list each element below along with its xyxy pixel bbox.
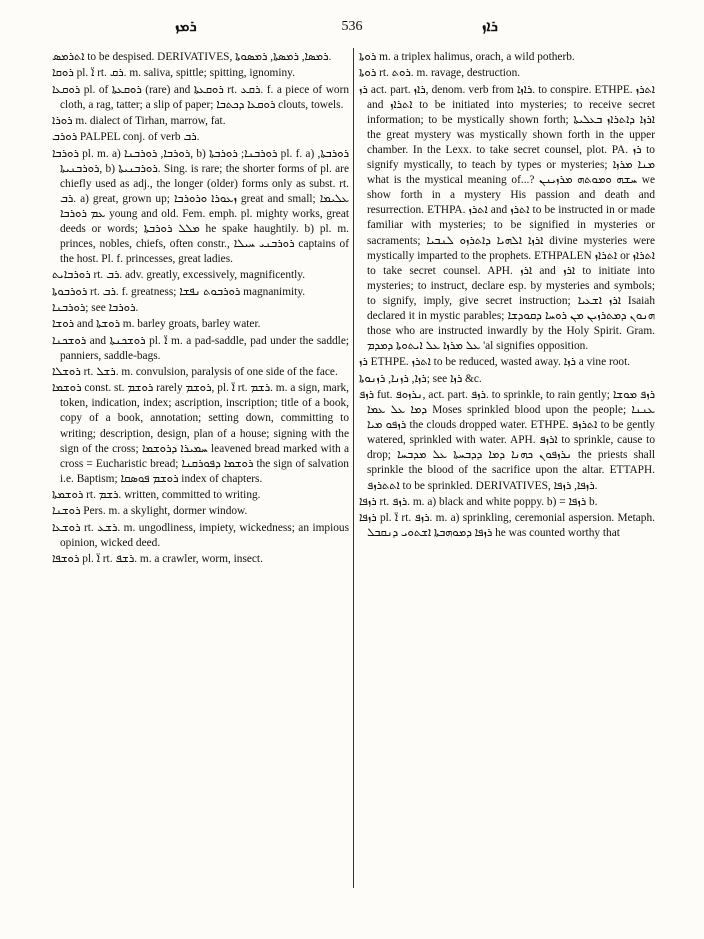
dictionary-entry: ܪܘܪܒܐܝܬ rt. ܪܒ. adv. greatly, excessively, magnificently.: [52, 269, 306, 282]
header-right-catchword: ܪܐܙ: [482, 19, 498, 35]
running-header: [0, 16, 704, 42]
dictionary-entry: ܪܘܪܐ m. dialect of Tirhan, marrow, fat.: [52, 114, 226, 127]
dictionary-entry: ܪܘܩܐ pl. ܐ̈ rt. ܪܩ. m. saliva, spittle; spitting, ignominy.: [52, 67, 295, 80]
header-left-catchword: ܪܡܙ: [175, 19, 197, 35]
dictionary-entry: ܪܘܫܐ and ܪܘܫܬܐ m. barley groats, barley water.: [52, 318, 261, 331]
right-column: [359, 50, 655, 928]
dictionary-entry: ܪܘܫܟܢܐ and ܪܘܫܟܢܬܐ pl. ܐ̈ m. a pad-saddle, pad under the saddle; panniers, saddle-bags.: [52, 334, 349, 362]
dictionary-entry: ܪܘܪܒܢܐ; see ܪܘܪܒܐ.: [52, 302, 139, 314]
dictionary-entry: ܪܘܫܡܐ const. st. ܪܘܫܡ rarely ܪܘܫܡ, pl. ܐ̈ rt. ܪܫܡ. m. a sign, mark, token, indication, index; ascription, inscription; title of a book, copy of a book, annotation; setting down, committing to writing; description, design, plan of a house; signing with the sign of the cross; ܚܡܝܪܐ ܕܪܘܫܡܐ leavened bread marked with a cross = Eucharistic bread; ܪܘܫܡܐ ܕܦܘܪܩܢܐ the sign of salvation i.e. Baptism; ܪܘܫܡ ܦܘܣܩܐ index of chapters.: [52, 382, 349, 485]
dictionary-entry: ܪܘܪܒ PALPEL conj. of verb ܪܒ.: [52, 131, 200, 144]
dictionary-entry: ܪܘܬܐ rt. ܪܘܬ. m. ravage, destruction.: [359, 67, 521, 80]
column-divider: [353, 48, 354, 888]
dictionary-entry: ܪܙܦܐ pl. ܐ̈ rt. ܪܙܦ. m. a) sprinkling, ceremonial aspersion. Metaph. ܪܙܦܐ ܕܡܘܗܒܬܐ ܐܫܬܘܝ ܕܢܩܒܠ he was counted worthy that: [359, 512, 655, 540]
left-column: [52, 50, 349, 928]
dictionary-entry: ܪܘܫܢܐ Pers. m. a skylight, dormer window.: [52, 505, 248, 518]
dictionary-entry: ܪܙ act. part. ܪܐܙ, denom. verb from ܪܐܙܐ. to conspire. ETHPE. ܐܬܪܙ and ܐܬܪܐܙ to be initiated into mysteries; to receive secret information; to be mystically shown forth; ܐܪܙܐ ܕܐܬܪܐܙ ܒܥܠܝܬܐ the great mystery was mystically shown forth in the upper chamber. In the Lexx. to take secret counsel, plot. PA. ܪܙ to signify mystically, to teach by types or mysteries; ܡܢܐ ܡܪܙܐ what is the mystical meaning of...? ܚܫܗ ܘܡܘܬܗ ܡܪܙܝܢܢ we show forth in a mystery His passion and death and resurrection. ETHPA. ܐܬܪܙ and ܐܬܪܙ to be instructed in or made familiar with mysteries; to be signified in mysteries or sacraments; ܐܪܙܐ ܐܠܗܝܐ ܕܐܬܪܙܘ ܠܢܒܝܐ divine mysteries were mystically imparted to the prophets. ETHPALEN ܐܬܪܐܙ or ܐܬܪܐܙ to take secret counsel. APH. ܐܪܙ and ܐܪܙ to initiate into mysteries; to instruct, declare esp. by mysteries and symbols; to signify, imply, give secret instruction; ܐܪܙ ܐܫܥܝܐ Isaiah declared it in mystic parables; ܗܢܘܢ ܕܡܬܪܙܝܢ ܡܢ ܪܘܚܐ ܕܩܘܕܫܐ those who are instructed inwardly by the Holy Spirit. Gram. ܥܠ ܡܪܙܐ ܥܠ ܐܝܬܘܬܐ ܕܡܕܡ 'al signifies opposition.: [359, 83, 655, 353]
dictionary-entry: ܪܙܐ, ܪܙܢܐ, ܪܙܢܘܬܐ; see ܪܙܐ &c.: [359, 372, 482, 385]
dictionary-entry: ܪܙܦܐ rt. ܪܙܦ. m. a) black and white poppy. b) = ܪܙܦܐ b.: [359, 495, 598, 508]
page-number: 536: [341, 19, 363, 34]
dictionary-entry: ܪܘܫܠܐ rt. ܪܫܠ. m. convulsion, paralysis of one side of the face.: [52, 365, 338, 378]
dictionary-entry: ܪܘܫܦܐ pl. ܐ̈ rt. ܪܫܦ. m. a crawler, worm, insect.: [52, 553, 263, 565]
dictionary-entry: ܐܬܪܡܣ to be despised. DERIVATIVES, ܪܡܣܐ, ܪܡܣܬܐ, ܪܡܣܘܬܐ.: [52, 51, 332, 63]
dictionary-entry: ܪܙܦ fut. ܢܪܙܘܦ, act. part. ܪܙܦ. to sprinkle, to rain gently; ܪܙܦ ܡܘܫܐ ܕܡܐ ܥܠ ܥܡܐ Moses sprinkled blood upon the people; ܥܢܢܐ ܪܙܦܘ ܡܝܐ the clouds dropped water. ETHPE. ܐܬܪܙܦ to be gently watered, sprinkled with water. APH. ܐܪܙܦ to sprinkle, cause to drop; ܢܪܙܦܘܢ ܟܗܢܐ ܕܡܐ ܕܕܒܚܬܐ ܥܠ ܡܕܒܚܐ the priests shall sprinkle the blood of the sacrifice upon the altar. ETTAPH. ܐܬܬܪܙܦ to be sprinkled. DERIVATIVES, ܪܙܦܐ, ܪܙܦܐ.: [359, 389, 655, 492]
dictionary-entry: ܪܘܬܐ m. a triplex halimus, orach, a wild potherb.: [359, 51, 575, 63]
dictionary-entry: ܪܘܪܒܘܬܐ rt. ܪܒ. f. greatness; ܪܘܪܒܘܬ ܢܦܫܐ magnanimity.: [52, 285, 306, 298]
dictionary-entry: ܪܘܫܡܬܐ rt. ܪܫܡ. written, committed to writing.: [52, 489, 261, 502]
dictionary-entry: ܪܘܪܒܐ pl. m. a) ܪܘܪܒܐ, ܪܘܪܒܢܐ, b) ܪܘܪܒܢܐ; ܪܘܪܒܬܐ pl. f. a) ܪܘܪܒܬܐ, ܪܘܪܒܢܝܬܐ, b) ܪܘܪܒܢܝܬܐ. Sing. is rare; the shorter forms of pl. are chiefly used as adj., the longer (older) forms only as subst. rt. ܪܒ. a) great, grown up; ܙܥܘܪܐ ܘܪܘܪܒܐ great and small; ܥܠܝܡܐ ܥܡ ܪܘܪܒܐ young and old. Fem. emph. pl. mighty works, great deeds or words; ܡܠܠ ܪܘܪܒܬܐ he spake haughtily. b) pl. m. princes, nobles, chiefs, often constr., ܪܘܪܒܢܝ ܚܝܠܐ captains of the host. Pl. f. princesses, great ladies.: [52, 147, 349, 266]
dictionary-entry: ܪܙ ETHPE. ܐܬܪܙ to be reduced, wasted away. ܪܙܐ a vine root.: [359, 356, 631, 369]
dictionary-entry: ܪܘܩܥܐ pl. of ܪܘܩܥܬܐ (rare) and ܪܘܩܥܬܐ rt. ܪܩܥ. f. a piece of worn cloth, a rag, tatter; a slip of paper; ܪܘܩܥܐ ܕܟܬܒܐ clouts, towels.: [52, 83, 349, 111]
dictionary-entry: ܪܘܫܥܐ rt. ܪܫܥ. m. ungodliness, impiety, wickedness; an impious opinion, wicked deed.: [52, 521, 349, 549]
